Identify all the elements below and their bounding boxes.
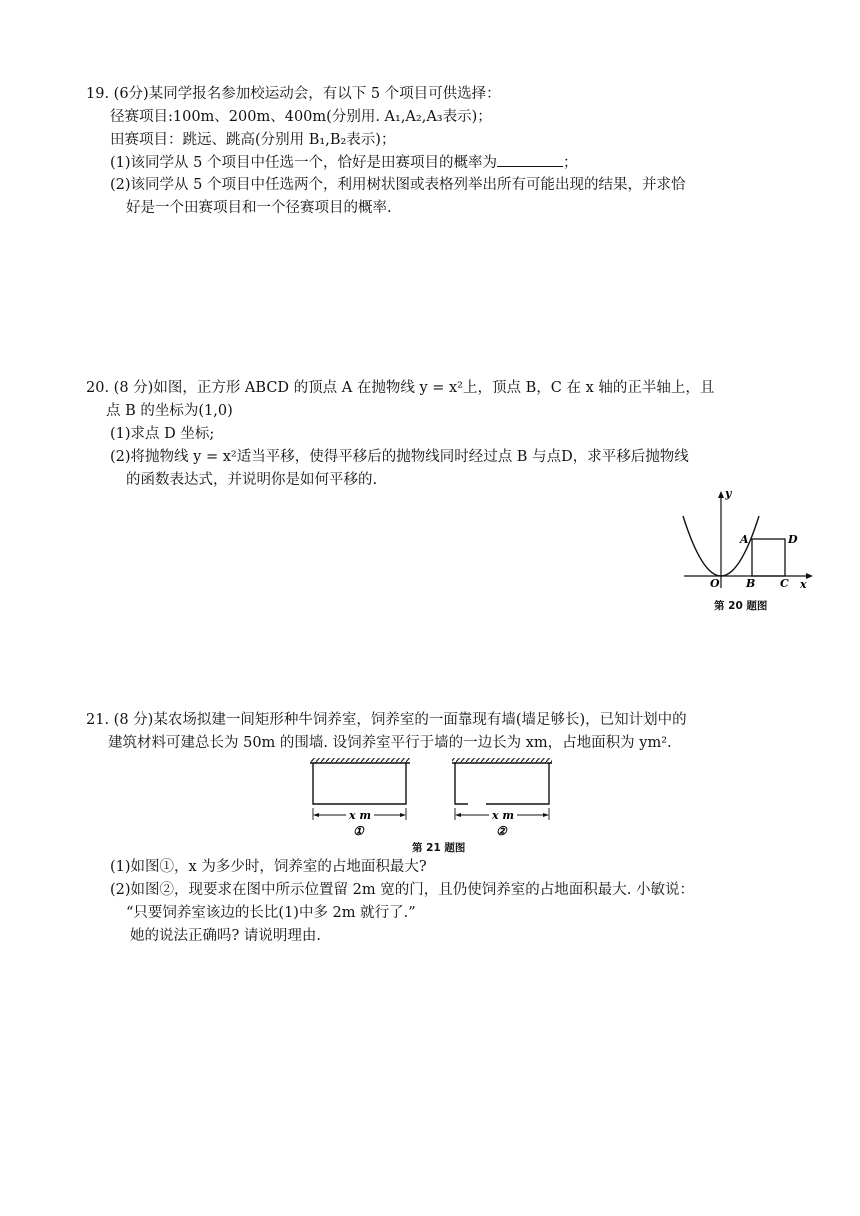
label-y: y: [725, 488, 732, 500]
figure-20-parabola-square: [676, 488, 816, 592]
y-axis-arrow: [718, 491, 724, 498]
enclosure-2-left: [455, 763, 468, 804]
figure-20-caption: 第 20 题图: [714, 600, 768, 612]
q19-part1-end: ；: [562, 155, 578, 171]
label-origin: O: [710, 577, 720, 590]
q19-part2-line2: 好是一个田赛项目和一个径赛项目的概率.: [126, 200, 392, 216]
q20-part2-line1: (2)将抛物线 y = x²适当平移，使得平移后的抛物线同时经过点 B 与点D，求平移后抛物线: [110, 449, 689, 465]
q19-field-events: 田赛项目：跳远、跳高(分别用 B₁,B₂表示)；: [110, 132, 396, 148]
label-d: D: [788, 533, 798, 546]
q20-part1: (1)求点 D 坐标;: [110, 426, 215, 442]
dimension-label-left: x m: [349, 809, 372, 822]
label-a: A: [740, 533, 749, 546]
figure-21-enclosures: [306, 756, 556, 838]
enclosure-2-right: [486, 763, 549, 804]
label-x: x: [800, 578, 807, 591]
q19-part2-line1: (2)该同学从 5 个项目中任选两个，利用树状图或表格列举出所有可能出现的结果，并求恰: [110, 177, 686, 193]
q20-heading: 20. (8 分)如图，正方形 ABCD 的顶点 A 在抛物线 y = x²上，顶点 B，C 在 x 轴的正半轴上，且: [86, 380, 715, 396]
answer-blank[interactable]: [497, 152, 563, 167]
figure-number-1: ①: [353, 824, 364, 838]
q21-part1: (1)如图①，x 为多少时，饲养室的占地面积最大?: [110, 859, 427, 875]
wall-hatch-left: [310, 758, 410, 763]
label-c: C: [780, 577, 789, 590]
q19-part1-text: (1)该同学从 5 个项目中任选一个，恰好是田赛项目的概率为: [110, 155, 497, 171]
q20-part2-line2: 的函数表达式，并说明你是如何平移的.: [126, 472, 378, 488]
q20-heading-line2: 点 B 的坐标为(1,0): [106, 403, 233, 419]
figure-21-caption: 第 21 题图: [412, 842, 466, 854]
q19-part1: [110, 152, 577, 173]
q21-heading-line2: 建筑材料可建总长为 50m 的围墙. 设饲养室平行于墙的一边长为 xm，占地面积为 ym².: [108, 735, 672, 751]
label-b: B: [746, 577, 756, 590]
square-abcd: [752, 539, 785, 576]
q21-part2-line2: “只要饲养室该边的长比(1)中多 2m 就行了.”: [126, 905, 416, 921]
q19-track-events: 径赛项目:100m、200m、400m(分别用. A₁,A₂,A₃表示)；: [110, 109, 492, 125]
q21-part2-line1: (2)如图②，现要求在图中所示位置留 2m 宽的门，且仍使饲养室的占地面积最大. 小敏说：: [110, 882, 694, 898]
dimension-label-right: x m: [492, 809, 515, 822]
figure-number-2: ②: [496, 824, 507, 838]
q19-heading: 19. (6分)某同学报名参加校运动会，有以下 5 个项目可供选择：: [86, 86, 501, 102]
enclosure-1: [313, 763, 406, 804]
x-axis-arrow: [806, 573, 813, 579]
wall-hatch-right: [452, 758, 552, 763]
q21-part2-line3: 她的说法正确吗? 请说明理由.: [130, 928, 321, 944]
q21-heading: 21. (8 分)某农场拟建一间矩形种牛饲养室，饲养室的一面靠现有墙(墙足够长)，已知计划中的: [86, 712, 687, 728]
